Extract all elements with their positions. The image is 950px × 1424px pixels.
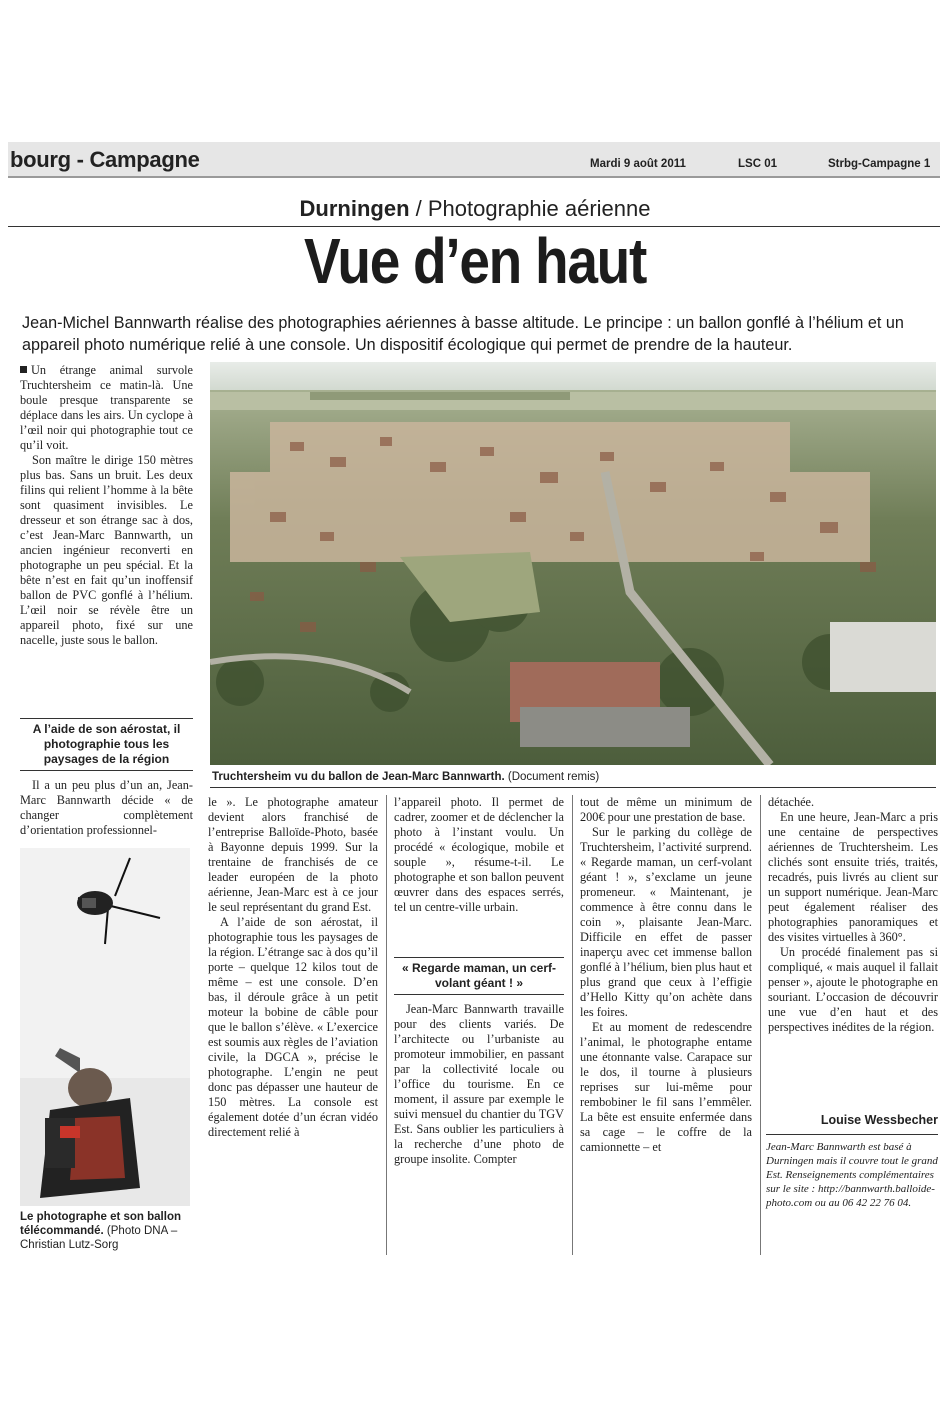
infobox-rule bbox=[766, 1134, 938, 1135]
intertitle-2: « Regarde maman, un cerf-volant géant ! » bbox=[401, 961, 557, 990]
kicker-separator: / bbox=[409, 196, 428, 221]
headline: Vue d’en haut bbox=[303, 225, 647, 297]
photographer-photo bbox=[20, 848, 190, 1206]
column-3-top bbox=[394, 795, 564, 915]
paragraph: Jean-Marc Bannwarth travaille pour des clients variés. De l’architecte ou l’urbaniste au promoteur immobilier, en passant par la collectivité locale ou l’office du tourisme. En ce moment, il assure par exemple le suivi mensuel du chantier du TGV Est. Sans oublier les particuliers à la recherche d’une photo de groupe insolite. Compter bbox=[394, 1002, 564, 1166]
kicker bbox=[0, 196, 950, 222]
paragraph: A l’aide de son aérostat, il photographie tous les paysages de la région. L’étrange sac à dos qu’il porte – quelque 12 kilos tout de même – est une console. D’en bas, il déroule grâce à un petit moteur la bobine de câble pour que le ballon s’élève. « L’exercice est soumis aux règles de l’aviation civile, la DGCA », précise le photographe. L’engin ne peut donc pas dépasser une hauteur de 150 mètres. La console est également dotée d’un écran vidéo directement relié à bbox=[208, 915, 378, 1139]
intertitle-rule-top bbox=[20, 718, 193, 719]
intertitle-rule-bottom bbox=[394, 994, 564, 995]
paragraph: Sur le parking du collège de Truchtersheim, l’activité surprend. « Regarde maman, un cerf-volant géant ! », s’exclame un jeune promeneur. « Maintenant, je commence à être connu dans le coin », plaisante Jean-Marc. Difficile en effet de passer inaperçu avec cet immense ballon gonflé à l’hélium, bien plus haut et plus grand que ceux à l’effigie d’Hello Kitty qu’on achète dans les foires. bbox=[580, 825, 752, 1019]
column-1-bottom bbox=[20, 778, 193, 838]
intertitle-rule-bottom bbox=[20, 770, 193, 771]
paragraph-text: Un étrange animal survole Truchtersheim ce matin-là. Une boule presque transparente se déplace dans les airs. Un cyclope à l’œil noir qui photographie tout ce qu’il voit. bbox=[20, 363, 193, 452]
edition-code: LSC 01 bbox=[738, 158, 777, 170]
paragraph: Et au moment de redescendre l’animal, le photographe entame une étonnante valse. Carapace sur le dos, il tourne à plusieurs reprises sur lui-même pour rembobiner le fil sans l’emmêler. La bête est ensuite enfermée dans sa cage – le coffre de la camionnette – et bbox=[580, 1020, 752, 1154]
main-photo-caption-bold: Truchtersheim vu du ballon de Jean-Marc Bannwarth. bbox=[212, 771, 505, 783]
column-4 bbox=[580, 795, 752, 1155]
lead-paragraph: Jean-Michel Bannwarth réalise des photographies aériennes à basse altitude. Le principe : un ballon gonflé à l’hélium et un appareil photo numérique relié à une console. Un dispositif écologique qui permet de prendre de la hauteur. bbox=[22, 314, 904, 354]
paragraph: tout de même un minimum de 200€ pour une prestation de base. bbox=[580, 795, 752, 824]
paragraph bbox=[20, 363, 193, 453]
column-3-bottom bbox=[394, 1002, 564, 1167]
intertitle-rule-top bbox=[394, 957, 564, 958]
main-photo-caption bbox=[212, 770, 932, 784]
kicker-topic: Photographie aérienne bbox=[427, 196, 651, 221]
aerial-photo-graphic bbox=[210, 362, 936, 765]
paragraph-marker bbox=[20, 366, 27, 373]
caption-rule bbox=[210, 787, 936, 788]
paragraph: Son maître le dirige 150 mètres plus bas. Sans un bruit. Les deux filins qui relient l’homme à la bête sont quasiment invisibles. Le dresseur et son étrange sac à dos, c’est Jean-Marc Bannwarth, un ancien ingénieur reconverti en photographe un peu spécial. Et la bête n’est en fait qu’un inoffensif ballon de PVC gonflé à l’hélium. L’œil noir se révèle être un appareil photo, fixé sur une nacelle, juste sous le ballon. bbox=[20, 453, 193, 647]
paragraph: En une heure, Jean-Marc a pris une centaine de perspectives aériennes de Truchtersheim. Les clichés sont ensuite triés, traités, recadrés, puis livrés au client sur un support numérique. Jean-Marc peut également réaliser des photographies panoramiques et des visites virtuelles à 360°. bbox=[768, 810, 938, 944]
photographer-photo-caption bbox=[20, 1210, 192, 1252]
column-divider bbox=[572, 795, 573, 1255]
bleed-through-shadow bbox=[10, 232, 26, 299]
paragraph: Un procédé finalement pas si compliqué, « mais auquel il fallait penser », ajoute le photographe en souriant. L’occasion de découvrir une vue d’en haut et des perspectives inédites de la région. bbox=[768, 945, 938, 1034]
aerial-photo bbox=[210, 362, 936, 765]
photographer-photo-graphic bbox=[20, 848, 190, 1206]
column-divider bbox=[760, 795, 761, 1255]
paragraph: l’appareil photo. Il permet de cadrer, zoomer et de déclencher la photo à l’instant voulu. Un procédé « écologique, mobile et souple », résume-t-il. Le photographe et son ballon peuvent œuvrer dans des espaces serrés, tel un centre-ville urbain. bbox=[394, 795, 564, 914]
column-2 bbox=[208, 795, 378, 1140]
edition-date: Mardi 9 août 2011 bbox=[590, 158, 686, 170]
photographer-caption-credit: (Photo DNA – Christian Lutz-Sorg bbox=[20, 1225, 178, 1251]
photographer-caption-bold: Le photographe et son ballon télécommandé. bbox=[20, 1211, 181, 1237]
page-label: Strbg-Campagne 1 bbox=[828, 158, 931, 170]
paragraph: Il a un peu plus d’un an, Jean-Marc Bannwarth décide « de changer complètement d’orientation professionnel- bbox=[20, 778, 193, 837]
main-photo-caption-credit: (Document remis) bbox=[504, 771, 600, 783]
paragraph: le ». Le photographe amateur devient alors franchisé de l’entreprise Balloïde-Photo, basée à Bayonne depuis 1999. Sur la trentaine de franchisés de ce leader européen de la photo aérienne, Jean-Marc est à ce jour le seul représentant du grand Est. bbox=[208, 795, 378, 914]
section-name: bourg - Campagne bbox=[10, 147, 200, 172]
column-divider bbox=[386, 795, 387, 1255]
column-1-top bbox=[20, 363, 193, 648]
intertitle-1: A l’aide de son aérostat, il photographie tous les paysages de la région bbox=[32, 722, 181, 766]
author-signature: Louise Wessbecher bbox=[820, 1113, 938, 1127]
info-box: Jean-Marc Bannwarth est basé à Durningen mais il couvre tout le grand Est. Renseignements complémentaires sur le site : http://bannwarth.balloide-photo.com ou au 06 42 22 76 04. bbox=[766, 1141, 938, 1209]
kicker-place: Durningen bbox=[299, 196, 410, 221]
paragraph: détachée. bbox=[768, 795, 815, 809]
column-5 bbox=[768, 795, 938, 1035]
